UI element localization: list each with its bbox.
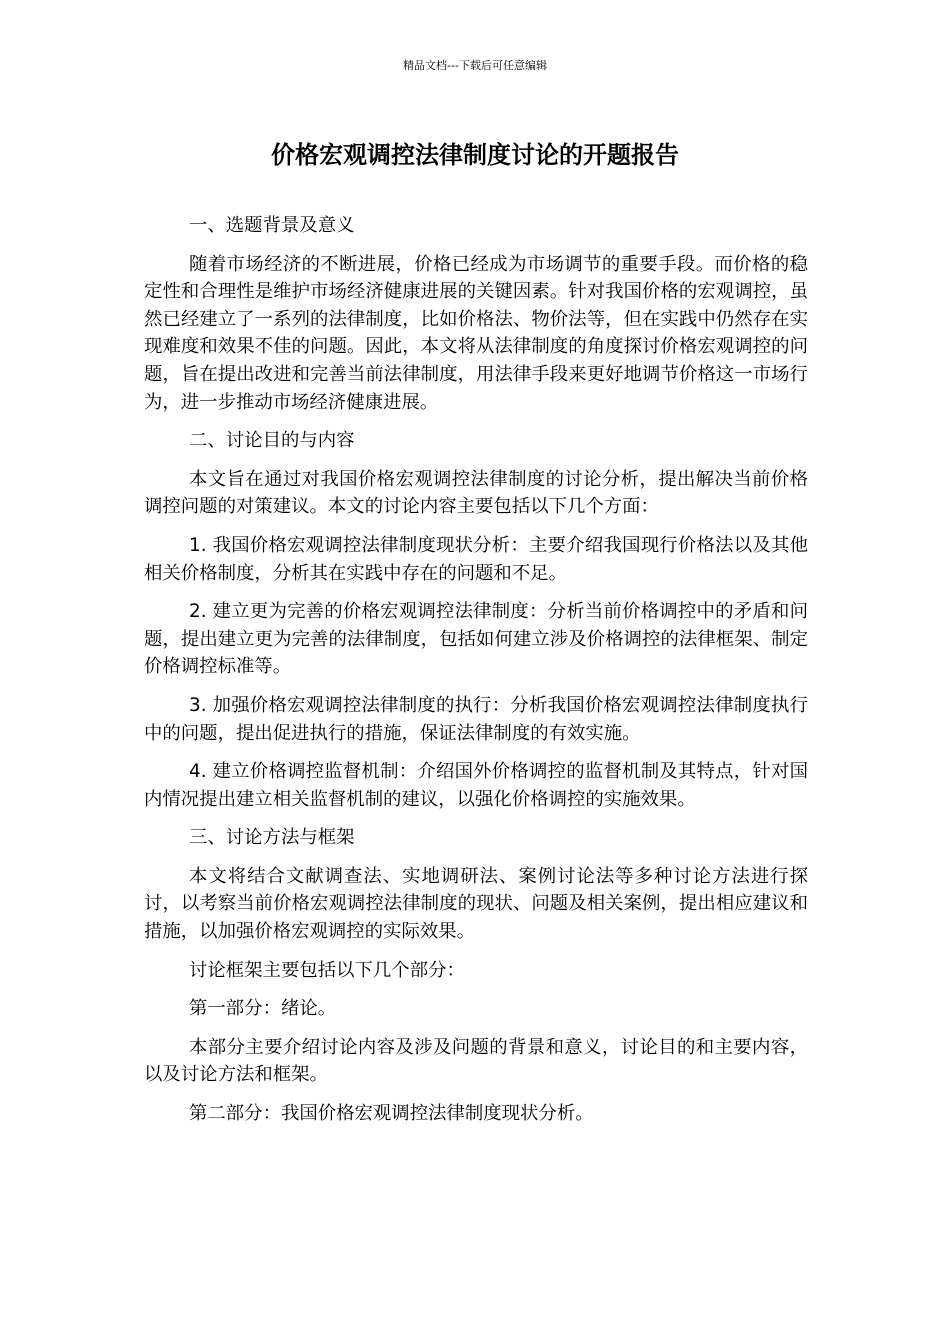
list-item-3: 3. 加强价格宏观调控法律制度的执行：分析我国价格宏观调控法律制度执行中的问题，提出促进执行的措施，保证法律制度的有效实施。 (144, 694, 808, 744)
paragraph-part-one-desc: 本部分主要介绍讨论内容及涉及问题的背景和意义，讨论目的和主要内容，以及讨论方法和框架。 (144, 1036, 808, 1086)
paragraph-part-two: 第二部分：我国价格宏观调控法律制度现状分析。 (189, 1103, 594, 1125)
paragraph-methods: 本文将结合文献调查法、实地调研法、案例讨论法等多种讨论方法进行探讨，以考察当前价格宏观调控法律制度的现状、问题及相关案例，提出相应建议和措施，以加强价格宏观调控的实际效果。 (144, 865, 808, 943)
paragraph-background: 随着市场经济的不断进展，价格已经成为市场调节的重要手段。而价格的稳定性和合理性是维护市场经济健康进展的关键因素。针对我国价格的宏观调控，虽然已经建立了一系列的法律制度，比如价格法、物价法等，但在实践中仍然存在实现难度和效果不佳的问题。因此，本文将从法律制度的角度探讨价格宏观调控的问题，旨在提出改进和完善当前法律制度，用法律手段来更好地调节价格这一市场行为，进一步推动市场经济健康进展。 (144, 253, 808, 413)
paragraph-part-one: 第一部分：绪论。 (189, 998, 337, 1020)
section-heading-background: 一、选题背景及意义 (189, 215, 355, 236)
paragraph-purpose-intro: 本文旨在通过对我国价格宏观调控法律制度的讨论分析，提出解决当前价格调控问题的对策建议。本文的讨论内容主要包括以下几个方面： (144, 468, 808, 518)
list-item-2: 2. 建立更为完善的价格宏观调控法律制度：分析当前价格调控中的矛盾和问题，提出建立更为完善的法律制度，包括如何建立涉及价格调控的法律框架、制定价格调控标准等。 (144, 601, 808, 678)
paragraph-framework-intro: 讨论框架主要包括以下几个部分： (189, 959, 465, 981)
section-heading-methods: 三、讨论方法与框架 (189, 827, 355, 849)
section-heading-purpose: 二、讨论目的与内容 (189, 430, 355, 452)
list-item-1: 1. 我国价格宏观调控法律制度现状分析：主要介绍我国现行价格法以及其他相关价格制度，分析其在实践中存在的问题和不足。 (144, 534, 808, 584)
list-item-4: 4. 建立价格调控监督机制：介绍国外价格调控的监督机制及其特点，针对国内情况提出建立相关监督机制的建议，以强化价格调控的实施效果。 (144, 761, 808, 810)
document-body (144, 212, 808, 1139)
header-note: 精品文档---下载后可任意编辑 (403, 59, 547, 72)
document-title: 价格宏观调控法律制度讨论的开题报告 (271, 141, 679, 169)
